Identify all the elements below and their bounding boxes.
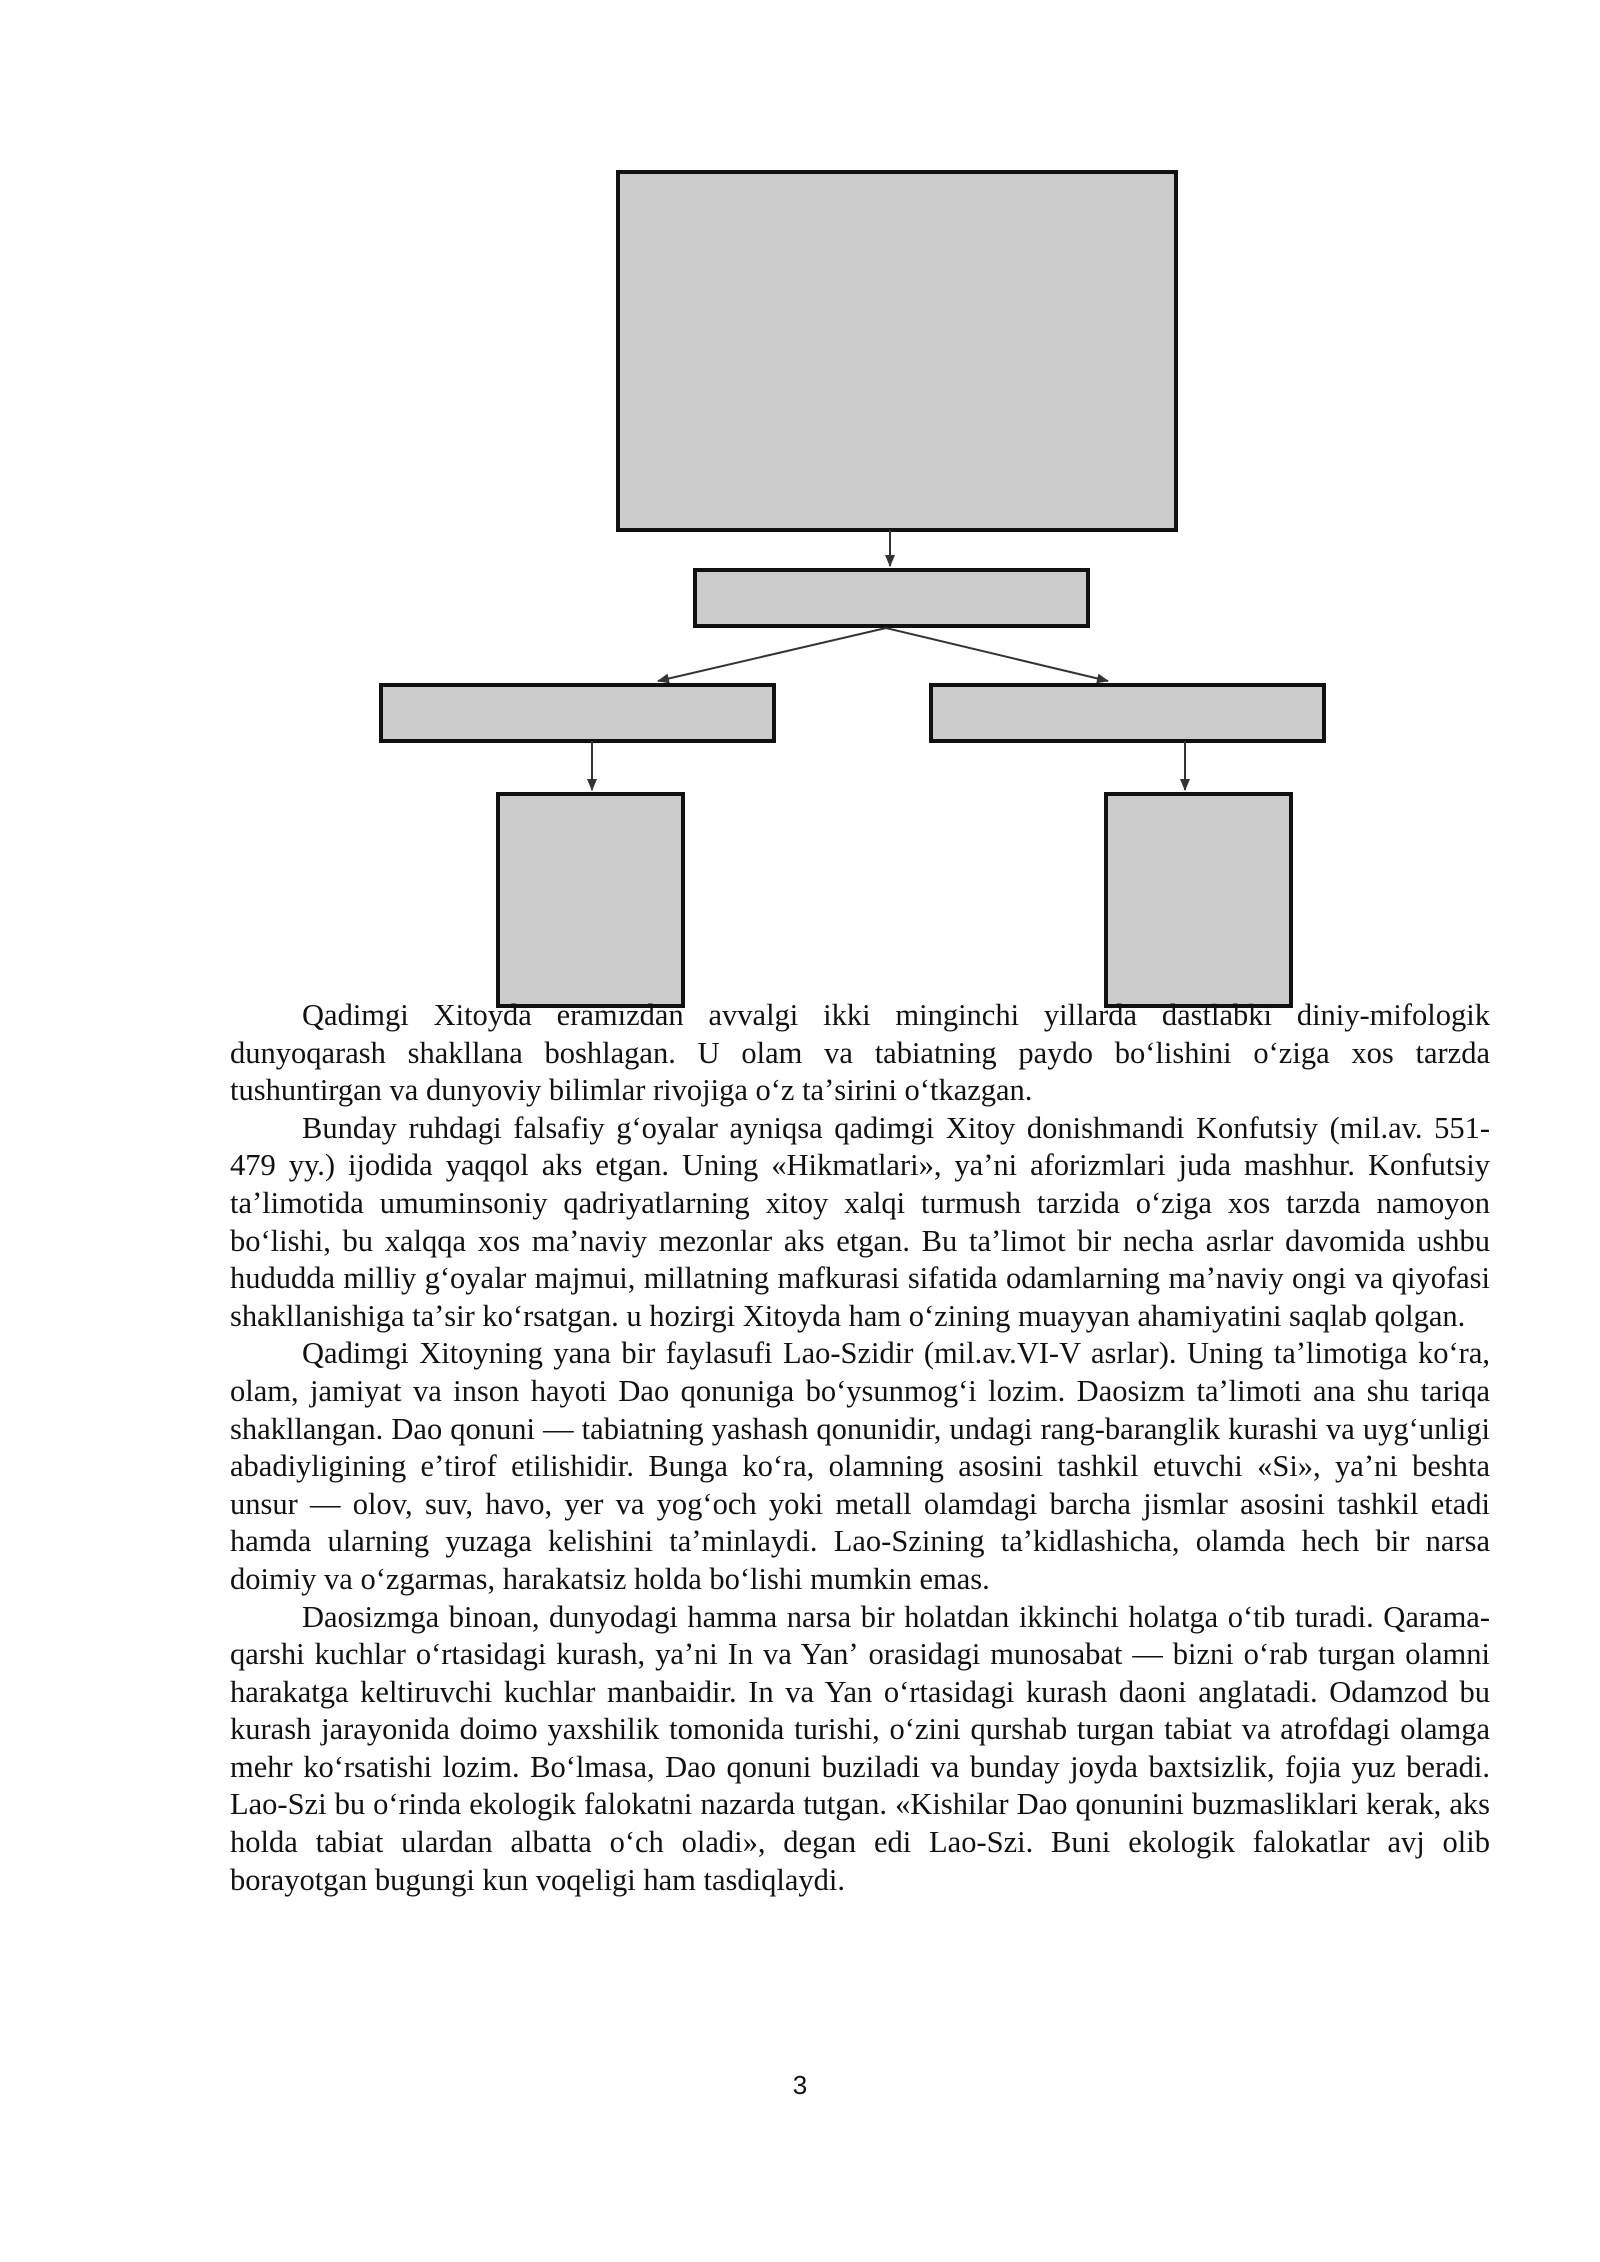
diagram-top-box	[618, 172, 1176, 530]
flowchart-diagram	[0, 0, 1600, 1010]
paragraph: Bunday ruhdagi falsafiy gʻoyalar ayniqsa qadimgi Xitoy donishmandi Konfutsiy (mil.av. 551-479 yy.) ijodida yaqqol aks etgan. Uning «Hikmatlari», yaʼni aforizmlari juda mashhur. Konfutsiy taʼlimotida umuminsoniy qadriyatlarning xitoy xalqi turmush tarzida oʻziga xos tarzda namoyon boʻlishi, bu xalqqa xos maʼnaviy mezonlar aks etgan. Bu taʼlimot bir necha asrlar davomida ushbu hududda milliy gʻoyalar majmui, millatning mafkurasi sifatida odamlarning maʼnaviy ongi va qiyofasi shakllanishiga taʼsir koʻrsatgan. u hozirgi Xitoyda ham oʻzining muayyan ahamiyatini saqlab qolgan.	[230, 1110, 1490, 1333]
paragraph: Daosizmga binoan, dunyodagi hamma narsa bir holatdan ikkinchi holatga oʻtib turadi. Qarama-qarshi kuchlar oʻrtasidagi kurash, yaʼni In va Yanʼ orasidagi munosabat — bizni oʻrab turgan olamni harakatga keltiruvchi kuchlar manbaidir. In va Yan oʻrtasidagi kurash daoni anglatadi. Odamzod bu kurash jarayonida doimo yaxshilik tomonida turishi, oʻzini qurshab turgan tabiat va atrofdagi olamga mehr koʻrsatishi lozim. Boʻlmasa, Dao qonuni buziladi va bunday joyda baxtsizlik, fojia yuz beradi. Lao-Szi bu oʻrinda ekologik falokatni nazarda tutgan. «Kishilar Dao qonunini buzmasliklari kerak, aks holda tabiat ulardan albatta oʻch oladi», degan edi Lao-Szi. Buni ekologik falokatlar avj olib borayotgan bugungi kun voqeligi ham tasdiqlaydi.	[230, 1599, 1490, 1897]
paragraph: Qadimgi Xitoyning yana bir faylasufi Lao-Szidir (mil.av.VI-V asrlar). Uning taʼlimotiga koʻra, olam, jamiyat va inson hayoti Dao qonuniga boʻysunmogʻi lozim. Daosizm taʼlimoti ana shu tariqa shakllangan. Dao qonuni — tabiatning yashash qonunidir, undagi rang-baranglik kurashi va uygʻunligi abadiyligining eʼtirof etilishidir. Bunga koʻra, olamning asosini tashkil etuvchi «Si», yaʼni beshta unsur — olov, suv, havo, yer va yogʻoch yoki metall olamdagi barcha jismlar asosini tashkil etadi hamda ularning yuzaga kelishini taʼminlaydi. Lao-Szining taʼkidlashicha, olamda hech bir narsa doimiy va oʻzgarmas, harakatsiz holda boʻlishi mumkin emas.	[230, 1336, 1490, 1596]
diagram-left-bar	[381, 685, 774, 741]
diagram-middle-bar	[695, 570, 1088, 626]
arrow-middle-to-right	[886, 628, 1108, 681]
page-number: 3	[792, 2070, 808, 2100]
diagram-bottom-left-box	[498, 794, 683, 1006]
arrow-middle-to-left	[658, 628, 886, 681]
diagram-right-bar	[931, 685, 1324, 741]
document-body	[230, 997, 1490, 1899]
paragraph: Qadimgi Xitoyda eramizdan avvalgi ikki minginchi yillarda dastlabki diniy-mifologik dunyoqarash shakllana boshlagan. U olam va tabiatning paydo boʻlishini oʻziga xos tarzda tushuntirgan va dunyoviy bilimlar rivojiga oʻz taʼsirini oʻtkazgan.	[230, 998, 1490, 1108]
diagram-bottom-right-box	[1106, 794, 1291, 1006]
